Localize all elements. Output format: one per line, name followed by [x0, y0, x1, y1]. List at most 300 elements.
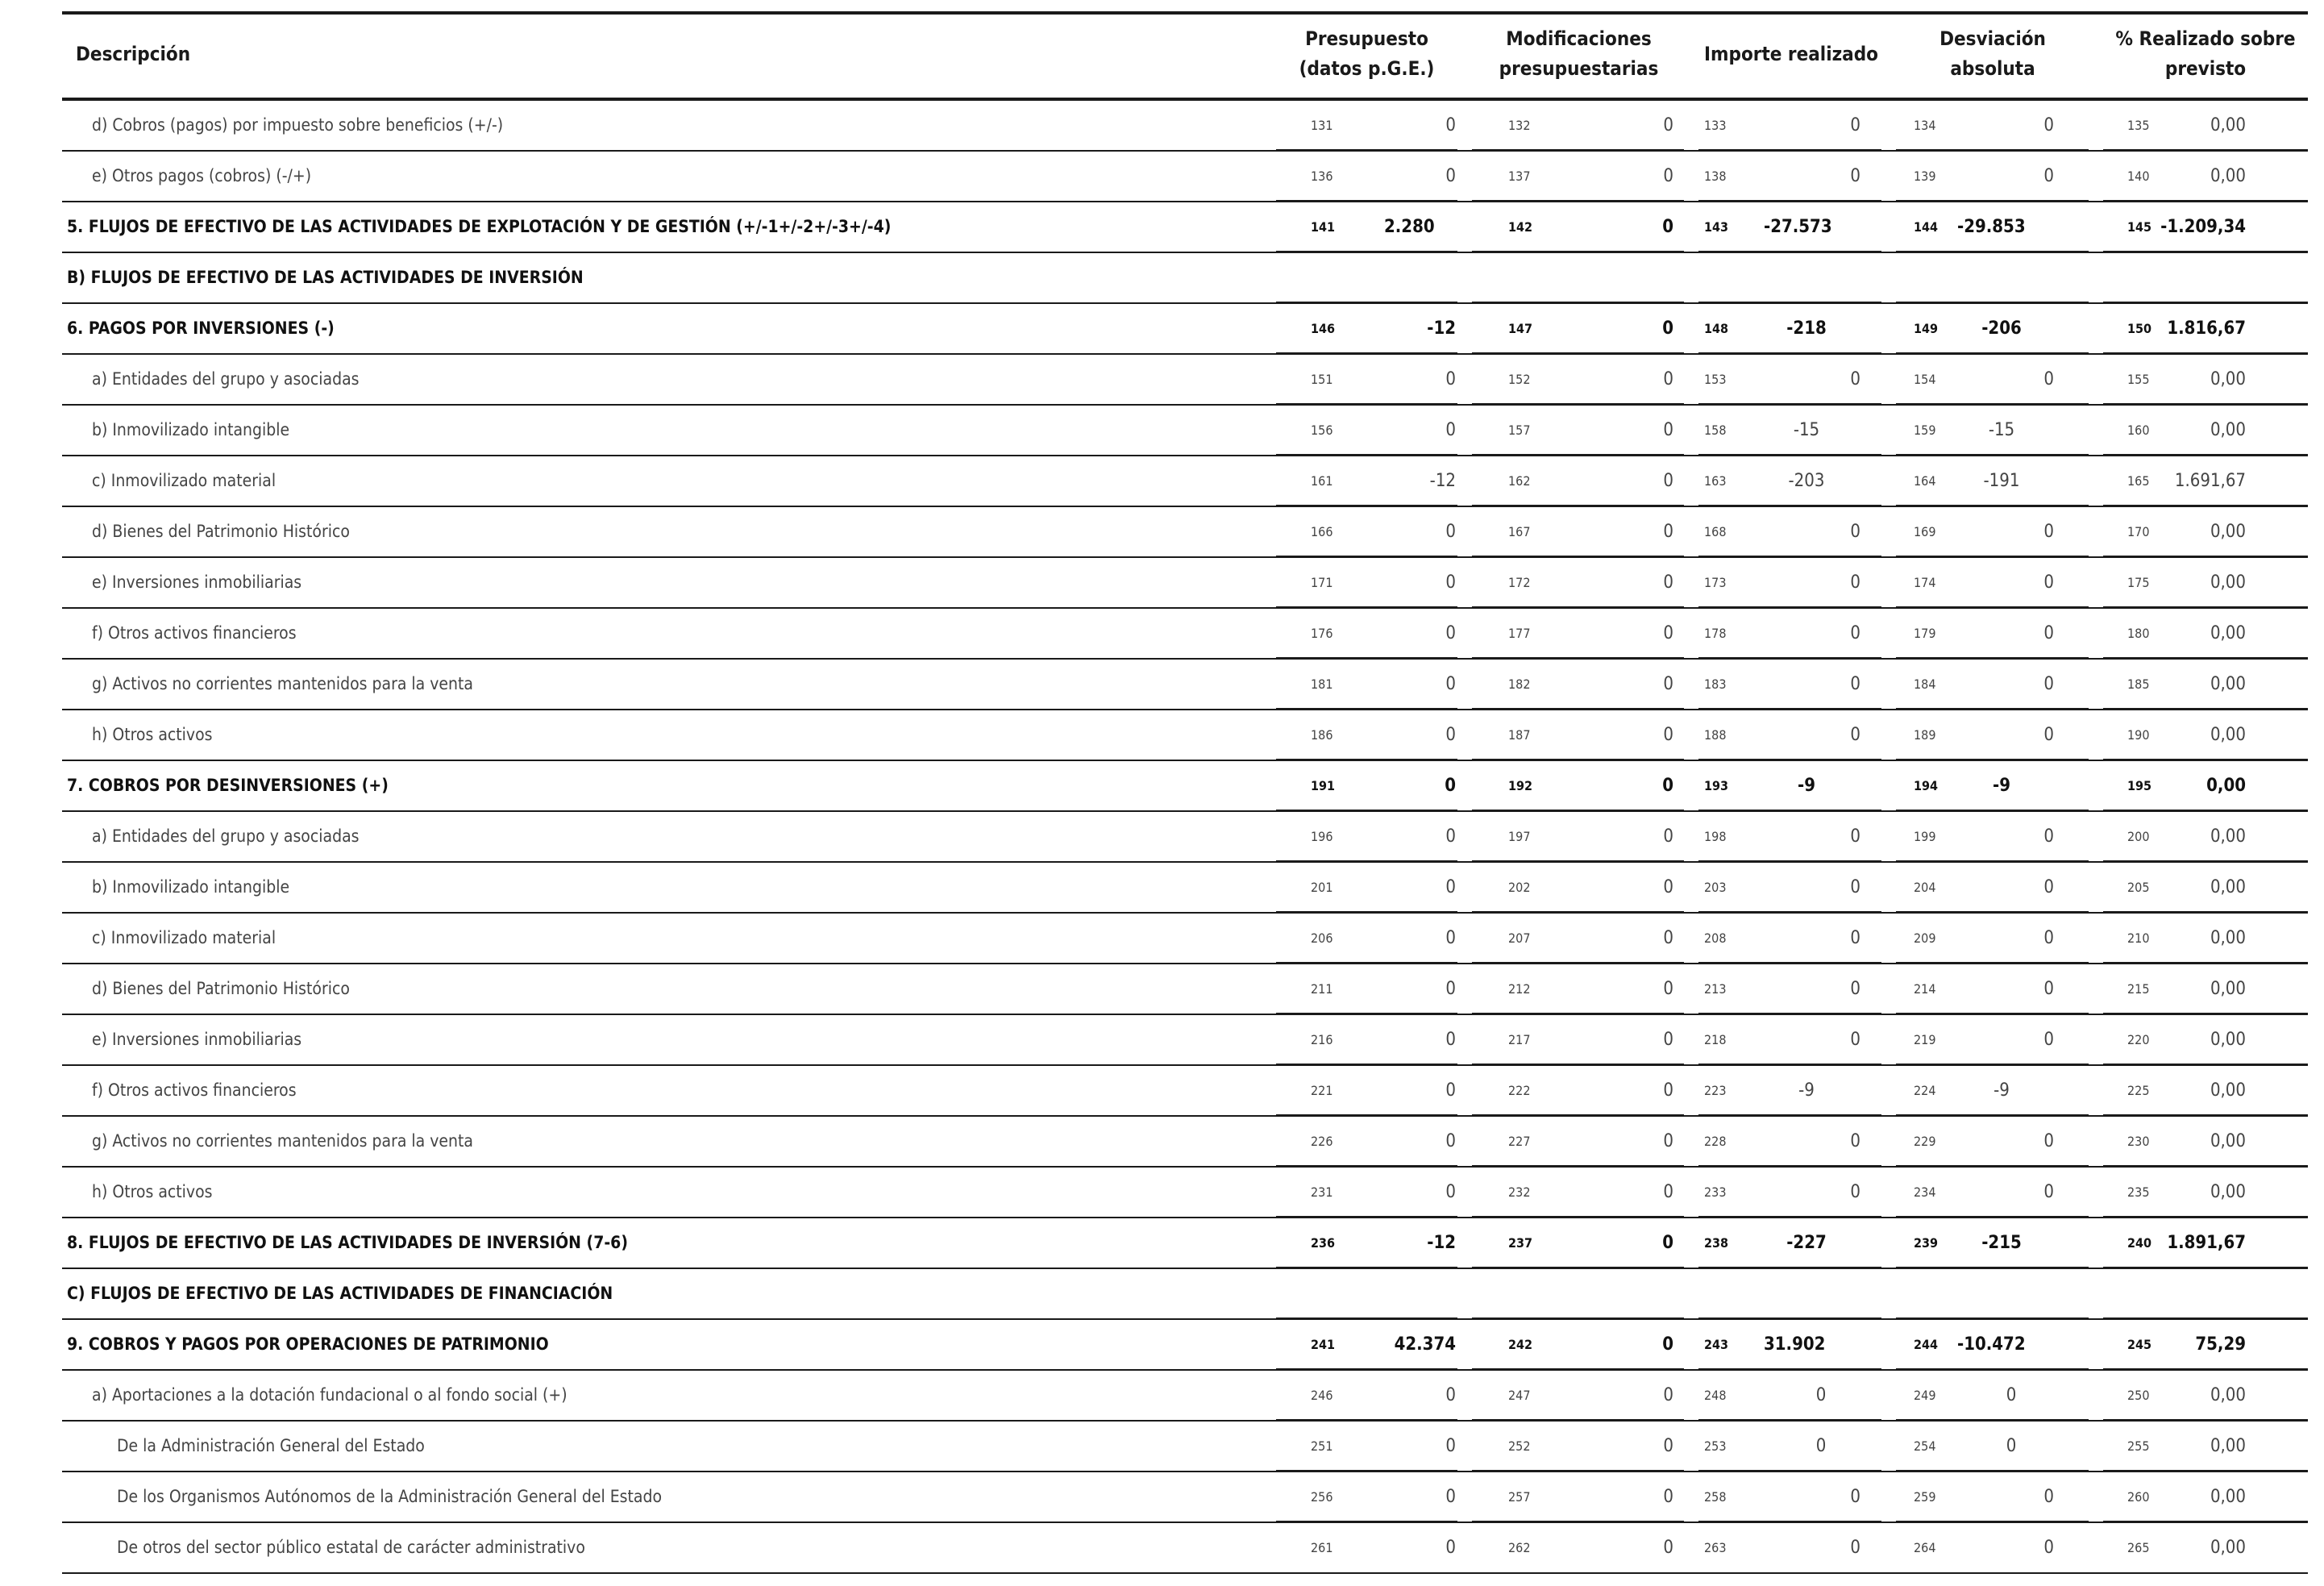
row-code: 258	[1704, 1489, 1727, 1505]
row-code: 171	[1311, 575, 1333, 590]
row-value: 0	[1850, 928, 1860, 948]
row-value: 0	[1663, 877, 1673, 897]
table-row	[0, 608, 2324, 659]
row-value: 0	[1850, 674, 1860, 694]
table-row	[0, 760, 2324, 811]
row-description: De otros del sector público estatal de carácter administrativo	[117, 1538, 585, 1557]
row-value: 0	[1445, 1131, 1456, 1151]
row-value: 0	[2006, 1436, 2017, 1456]
row-code: 204	[1914, 880, 1936, 895]
row-code: 261	[1311, 1540, 1333, 1555]
row-code: 146	[1311, 321, 1336, 336]
row-code: 199	[1914, 829, 1936, 844]
row-value: 0	[1663, 522, 1673, 542]
row-value: 0	[1445, 420, 1456, 440]
row-value: 0	[1445, 877, 1456, 897]
row-description: g) Activos no corrientes mantenidos para la venta	[92, 674, 474, 693]
table-row	[0, 659, 2324, 710]
row-value: 0	[1663, 1538, 1673, 1558]
row-value: 0	[1445, 674, 1456, 694]
header-percent	[2103, 24, 2308, 84]
header-description: Descripción	[76, 43, 191, 65]
row-value: 0	[1663, 1385, 1673, 1405]
row-value: 0	[1445, 725, 1456, 745]
row-code: 180	[2127, 626, 2150, 641]
table-row	[0, 964, 2324, 1014]
row-code: 139	[1914, 169, 1936, 184]
row-description: 6. PAGOS POR INVERSIONES (-)	[67, 318, 335, 338]
row-value: 0	[1445, 1538, 1456, 1558]
row-code: 198	[1704, 829, 1727, 844]
row-value: 0	[1850, 1487, 1860, 1507]
row-value: 0	[1663, 1131, 1673, 1151]
row-description: e) Otros pagos (cobros) (-/+)	[92, 166, 312, 185]
table-row	[0, 405, 2324, 456]
row-code: 212	[1508, 981, 1531, 997]
row-value: 0,00	[2210, 826, 2246, 847]
row-code: 229	[1914, 1134, 1936, 1149]
row-value: 0	[2043, 826, 2054, 847]
row-value: 0,00	[2210, 928, 2246, 948]
row-code: 263	[1704, 1540, 1727, 1555]
table-row	[0, 1472, 2324, 1522]
row-code: 147	[1508, 321, 1533, 336]
row-value: -227	[1786, 1233, 1827, 1253]
row-code: 251	[1311, 1438, 1333, 1454]
row-code: 216	[1311, 1032, 1333, 1047]
row-code: 231	[1311, 1184, 1333, 1200]
row-value: 0,00	[2210, 1080, 2246, 1101]
row-value: 0	[1850, 1182, 1860, 1202]
row-code: 185	[2127, 676, 2150, 692]
cell-rule	[2103, 1267, 2308, 1269]
row-code: 217	[1508, 1032, 1531, 1047]
row-description: 8. FLUJOS DE EFECTIVO DE LAS ACTIVIDADES DE INVERSIÓN (7-6)	[67, 1233, 628, 1252]
row-code: 228	[1704, 1134, 1727, 1149]
row-description: h) Otros activos	[92, 1182, 213, 1201]
row-value: 0	[1663, 572, 1673, 593]
row-code: 196	[1311, 829, 1333, 844]
row-value: 0,00	[2210, 369, 2246, 389]
row-code: 158	[1704, 423, 1727, 438]
table-row	[0, 862, 2324, 913]
row-description: De los Organismos Autónomos de la Administración General del Estado	[117, 1487, 663, 1506]
row-code: 246	[1311, 1388, 1333, 1403]
row-value: 1.816,67	[2167, 318, 2246, 339]
row-description: a) Aportaciones a la dotación fundacional o al fondo social (+)	[92, 1385, 567, 1405]
row-value: 0	[1850, 623, 1860, 643]
row-value: -9	[1993, 1080, 2010, 1101]
row-value: 0	[1850, 1131, 1860, 1151]
row-code: 237	[1508, 1235, 1533, 1251]
table-row	[0, 557, 2324, 608]
table-row	[0, 354, 2324, 405]
row-description: B) FLUJOS DE EFECTIVO DE LAS ACTIVIDADES DE INVERSIÓN	[67, 268, 584, 287]
row-description: b) Inmovilizado intangible	[92, 877, 290, 897]
row-value: 0	[1663, 369, 1673, 389]
row-value: 0	[2043, 979, 2054, 999]
row-value: 1.891,67	[2167, 1233, 2246, 1253]
row-value: 0	[2043, 725, 2054, 745]
row-value: 0,00	[2210, 877, 2246, 897]
row-code: 183	[1704, 676, 1727, 692]
row-code: 249	[1914, 1388, 1936, 1403]
row-code: 247	[1508, 1388, 1531, 1403]
row-description: e) Inversiones inmobiliarias	[92, 572, 302, 592]
header-realized-line: Importe realizado	[1703, 43, 1879, 65]
cell-rule	[1472, 1267, 1684, 1269]
row-code: 131	[1311, 118, 1333, 133]
row-value: 0	[1850, 725, 1860, 745]
header-deviation-line: absoluta	[1950, 57, 2035, 80]
row-code: 170	[2127, 524, 2150, 539]
row-code: 145	[2127, 219, 2152, 235]
row-value: 0	[1850, 1538, 1860, 1558]
row-code: 189	[1914, 727, 1936, 743]
row-value: 0	[1445, 572, 1456, 593]
row-code: 165	[2127, 473, 2150, 489]
row-code: 202	[1508, 880, 1531, 895]
section-row	[0, 1268, 2324, 1319]
row-code: 211	[1311, 981, 1333, 997]
row-value: 0,00	[2210, 572, 2246, 593]
row-value: 0	[1445, 928, 1456, 948]
table-row	[0, 151, 2324, 202]
row-value: 0	[1850, 572, 1860, 593]
row-code: 179	[1914, 626, 1936, 641]
row-description: 7. COBROS POR DESINVERSIONES (+)	[67, 776, 389, 795]
row-code: 168	[1704, 524, 1727, 539]
header-modifications-line: presupuestarias	[1499, 57, 1659, 80]
cell-rule	[2103, 251, 2308, 253]
row-value: -29.853	[1957, 217, 2026, 237]
row-value: 0	[1445, 1080, 1456, 1101]
row-code: 252	[1508, 1438, 1531, 1454]
row-code: 148	[1704, 321, 1729, 336]
row-value: 0	[1662, 217, 1673, 237]
row-description: De la Administración General del Estado	[117, 1436, 425, 1455]
row-code: 155	[2127, 372, 2150, 387]
row-description: d) Bienes del Patrimonio Histórico	[92, 979, 350, 998]
row-value: 0,00	[2210, 166, 2246, 186]
row-code: 250	[2127, 1388, 2150, 1403]
row-value: 0	[1445, 623, 1456, 643]
row-value: 0	[1663, 420, 1673, 440]
row-code: 219	[1914, 1032, 1936, 1047]
row-code: 140	[2127, 169, 2150, 184]
row-code: 162	[1508, 473, 1531, 489]
table-row	[0, 1014, 2324, 1065]
row-value: 0	[1815, 1385, 1827, 1405]
row-code: 188	[1704, 727, 1727, 743]
row-code: 214	[1914, 981, 1936, 997]
row-value: -27.573	[1764, 217, 1832, 237]
row-code: 241	[1311, 1337, 1336, 1352]
row-code: 143	[1704, 219, 1729, 235]
row-value: -12	[1429, 471, 1456, 491]
row-description: d) Cobros (pagos) por impuesto sobre beneficios (+/-)	[92, 115, 504, 135]
row-code: 190	[2127, 727, 2150, 743]
table-row	[0, 710, 2324, 760]
row-value: 0	[1445, 979, 1456, 999]
row-value: 0	[2043, 572, 2054, 593]
row-code: 265	[2127, 1540, 2150, 1555]
row-code: 264	[1914, 1540, 1936, 1555]
row-value: -9	[1798, 776, 1815, 796]
row-code: 192	[1508, 778, 1533, 793]
row-value: 0	[1663, 725, 1673, 745]
row-value: -10.472	[1957, 1334, 2026, 1355]
row-code: 160	[2127, 423, 2150, 438]
table-row	[0, 1522, 2324, 1573]
row-value: 0	[1663, 1182, 1673, 1202]
table-row	[0, 1370, 2324, 1421]
header-modifications	[1472, 24, 1686, 84]
row-code: 238	[1704, 1235, 1729, 1251]
row-value: 1.691,67	[2174, 471, 2246, 491]
row-value: 0	[1850, 166, 1860, 186]
row-value: 0	[1663, 1030, 1673, 1050]
row-code: 141	[1311, 219, 1336, 235]
row-code: 200	[2127, 829, 2150, 844]
table-row	[0, 202, 2324, 252]
row-code: 136	[1311, 169, 1333, 184]
row-code: 242	[1508, 1337, 1533, 1352]
row-value: -206	[1981, 318, 2022, 339]
row-code: 257	[1508, 1489, 1531, 1505]
row-code: 133	[1704, 118, 1727, 133]
row-code: 205	[2127, 880, 2150, 895]
row-code: 230	[2127, 1134, 2150, 1149]
row-code: 187	[1508, 727, 1531, 743]
row-value: 0	[2043, 1030, 2054, 1050]
row-value: -218	[1786, 318, 1827, 339]
row-value: 42.374	[1394, 1334, 1456, 1355]
row-value: 0	[1850, 826, 1860, 847]
row-value: 0	[1663, 1436, 1673, 1456]
row-value: 0	[1663, 826, 1673, 847]
row-code: 195	[2127, 778, 2152, 793]
row-value: 0	[1662, 776, 1673, 796]
row-value: 0	[1445, 115, 1456, 135]
row-code: 243	[1704, 1337, 1729, 1352]
row-value: 0,00	[2210, 1182, 2246, 1202]
row-value: 0,00	[2210, 1487, 2246, 1507]
row-description: 9. COBROS Y PAGOS POR OPERACIONES DE PATRIMONIO	[67, 1334, 549, 1354]
row-code: 151	[1311, 372, 1333, 387]
table-row	[0, 913, 2324, 964]
row-value: 0	[1445, 776, 1456, 796]
row-value: 0	[1445, 1487, 1456, 1507]
row-value: 0	[1663, 115, 1673, 135]
row-code: 176	[1311, 626, 1333, 641]
row-code: 161	[1311, 473, 1333, 489]
header-budget-line: (datos p.G.E.)	[1299, 57, 1435, 80]
row-code: 181	[1311, 676, 1333, 692]
header-modifications-line: Modificaciones	[1506, 27, 1652, 50]
row-code: 184	[1914, 676, 1936, 692]
row-value: 0	[1445, 166, 1456, 186]
row-value: 0,00	[2210, 1030, 2246, 1050]
row-description: c) Inmovilizado material	[92, 928, 276, 947]
row-code: 254	[1914, 1438, 1936, 1454]
row-value: -9	[1993, 776, 2010, 796]
row-value: 0	[1445, 1030, 1456, 1050]
row-code: 194	[1914, 778, 1939, 793]
row-value: 0	[2043, 877, 2054, 897]
row-code: 173	[1704, 575, 1727, 590]
table-row	[0, 303, 2324, 354]
header-percent-line: previsto	[2164, 57, 2247, 80]
row-value: 0	[1850, 1030, 1860, 1050]
row-value: 0,00	[2210, 420, 2246, 440]
row-value: -15	[1793, 420, 1820, 440]
row-value: 0	[2043, 623, 2054, 643]
row-value: 0	[1445, 1182, 1456, 1202]
row-code: 244	[1914, 1337, 1939, 1352]
table-row	[0, 1065, 2324, 1116]
row-value: 0	[1850, 522, 1860, 542]
row-value: 0	[1663, 166, 1673, 186]
cell-rule	[1896, 1267, 2089, 1269]
row-code: 159	[1914, 423, 1936, 438]
header-percent-line: % Realizado sobre	[2115, 27, 2296, 50]
row-code: 223	[1704, 1083, 1727, 1098]
cell-rule	[1698, 1267, 1881, 1269]
header-realized	[1698, 40, 1884, 69]
header-bottom-rule	[62, 98, 2308, 101]
row-value: 0	[2006, 1385, 2017, 1405]
row-code: 239	[1914, 1235, 1939, 1251]
row-value: 0	[2043, 1131, 2054, 1151]
row-code: 138	[1704, 169, 1727, 184]
table-row	[0, 1167, 2324, 1218]
row-value: 0	[1663, 1080, 1673, 1101]
row-value: 0,00	[2210, 1385, 2246, 1405]
row-code: 203	[1704, 880, 1727, 895]
row-code: 206	[1311, 930, 1333, 946]
row-code: 232	[1508, 1184, 1531, 1200]
row-code: 218	[1704, 1032, 1727, 1047]
row-code: 167	[1508, 524, 1531, 539]
row-code: 191	[1311, 778, 1336, 793]
row-code: 213	[1704, 981, 1727, 997]
row-code: 137	[1508, 169, 1531, 184]
row-value: 0	[1663, 979, 1673, 999]
row-code: 178	[1704, 626, 1727, 641]
row-code: 175	[2127, 575, 2150, 590]
row-code: 197	[1508, 829, 1531, 844]
row-code: 186	[1311, 727, 1333, 743]
row-value: 0	[2043, 522, 2054, 542]
row-code: 220	[2127, 1032, 2150, 1047]
row-description: g) Activos no corrientes mantenidos para la venta	[92, 1131, 474, 1151]
row-code: 259	[1914, 1489, 1936, 1505]
row-code: 134	[1914, 118, 1936, 133]
row-description: C) FLUJOS DE EFECTIVO DE LAS ACTIVIDADES DE FINANCIACIÓN	[67, 1284, 613, 1303]
row-value: -1.209,34	[2160, 217, 2246, 237]
row-value: 0,00	[2210, 725, 2246, 745]
row-code: 222	[1508, 1083, 1531, 1098]
row-value: 0	[1445, 1436, 1456, 1456]
row-value: 0	[2043, 674, 2054, 694]
row-code: 201	[1311, 880, 1333, 895]
row-description: a) Entidades del grupo y asociadas	[92, 369, 360, 389]
row-value: 0	[1662, 1233, 1673, 1253]
row-code: 253	[1704, 1438, 1727, 1454]
row-code: 215	[2127, 981, 2150, 997]
header-deviation-line: Desviación	[1939, 27, 2046, 50]
row-value: 0,00	[2210, 1538, 2246, 1558]
row-value: 0,00	[2210, 979, 2246, 999]
row-value: 0	[2043, 1538, 2054, 1558]
cell-rule	[1698, 251, 1881, 253]
row-code: 221	[1311, 1083, 1333, 1098]
row-description: f) Otros activos financieros	[92, 1080, 297, 1100]
row-code: 236	[1311, 1235, 1336, 1251]
row-value: 0	[2043, 1182, 2054, 1202]
row-code: 157	[1508, 423, 1531, 438]
section-row	[0, 252, 2324, 303]
row-code: 149	[1914, 321, 1939, 336]
row-value: 0	[1445, 369, 1456, 389]
row-value: -12	[1427, 318, 1456, 339]
row-code: 153	[1704, 372, 1727, 387]
row-code: 152	[1508, 372, 1531, 387]
row-description: f) Otros activos financieros	[92, 623, 297, 643]
row-code: 256	[1311, 1489, 1333, 1505]
row-description: h) Otros activos	[92, 725, 213, 744]
row-code: 169	[1914, 524, 1936, 539]
row-value: 0	[1850, 369, 1860, 389]
row-value: -203	[1788, 471, 1825, 491]
row-code: 156	[1311, 423, 1333, 438]
row-value: 0	[1815, 1436, 1827, 1456]
table-row	[0, 100, 2324, 151]
row-code: 172	[1508, 575, 1531, 590]
row-value: 0,00	[2210, 115, 2246, 135]
row-code: 225	[2127, 1083, 2150, 1098]
row-value: 0,00	[2210, 1131, 2246, 1151]
table-row	[0, 506, 2324, 557]
table-row	[0, 1116, 2324, 1167]
row-value: 0	[1850, 877, 1860, 897]
header-deviation	[1896, 24, 2089, 84]
row-code: 144	[1914, 219, 1939, 235]
row-value: 0	[1663, 674, 1673, 694]
row-code: 207	[1508, 930, 1531, 946]
row-value: 75,29	[2195, 1334, 2246, 1355]
row-code: 154	[1914, 372, 1936, 387]
table-row	[0, 1421, 2324, 1472]
row-description: c) Inmovilizado material	[92, 471, 276, 490]
row-code: 233	[1704, 1184, 1727, 1200]
row-code: 245	[2127, 1337, 2152, 1352]
row-value: 0	[2043, 369, 2054, 389]
row-value: 0	[1663, 623, 1673, 643]
row-description: b) Inmovilizado intangible	[92, 420, 290, 439]
row-value: 0	[1445, 522, 1456, 542]
row-value: 0	[1445, 826, 1456, 847]
cell-rule	[1472, 251, 1684, 253]
row-code: 177	[1508, 626, 1531, 641]
row-description: e) Inversiones inmobiliarias	[92, 1030, 302, 1049]
row-value: -12	[1427, 1233, 1456, 1253]
row-value: 0	[2043, 1487, 2054, 1507]
row-value: 0	[1663, 1487, 1673, 1507]
row-code: 234	[1914, 1184, 1936, 1200]
row-value: 0	[1662, 318, 1673, 339]
